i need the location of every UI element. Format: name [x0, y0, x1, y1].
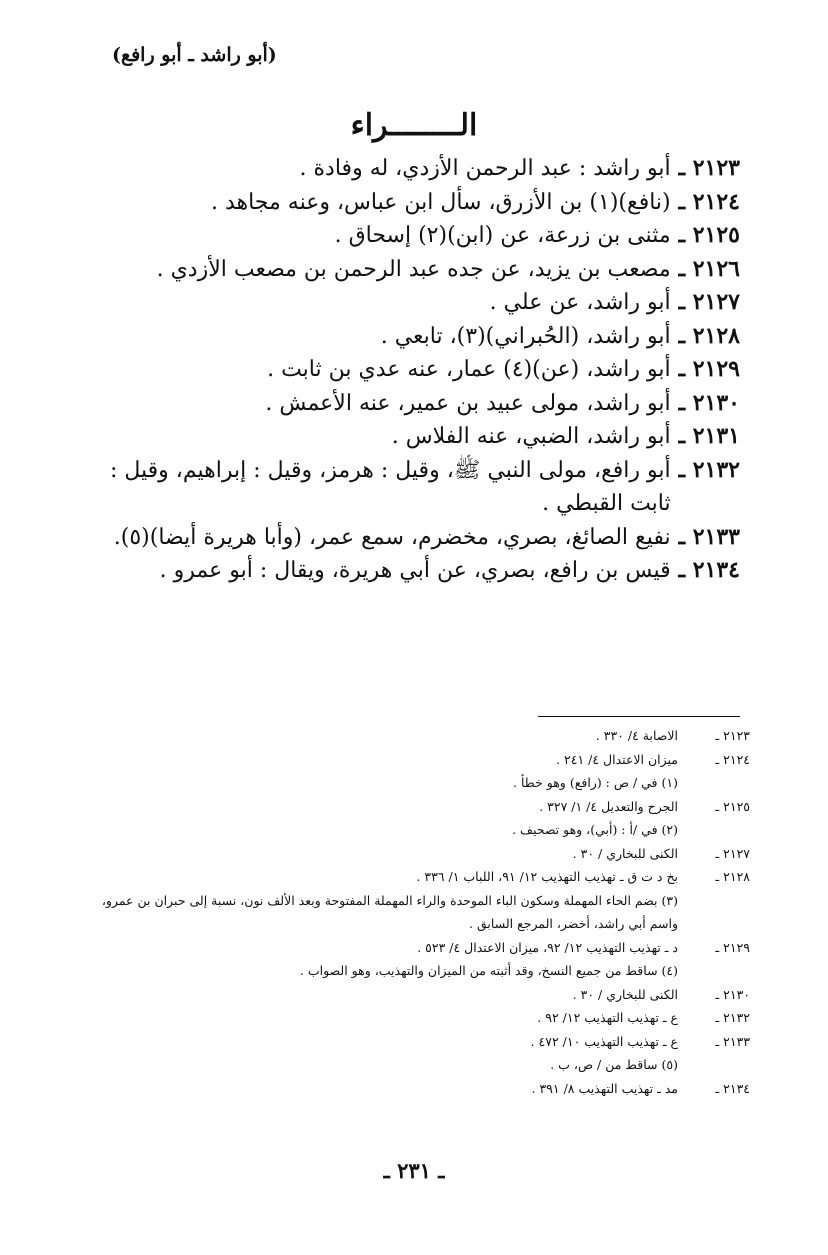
footnote-entry-number: ٢١٢٩ ـ — [715, 939, 750, 955]
footnote-item — [70, 724, 750, 748]
footnote-text: الكنى للبخاري / ٣٠ . — [572, 986, 678, 1002]
footnote-item — [70, 748, 750, 772]
footnote-text: د ـ تهذيب التهذيب ١٢/ ٩٢، ميزان الاعتدال ٤/ ٥٢٣ . — [417, 939, 678, 955]
footnote-item — [70, 842, 750, 866]
footnote-text: الجرح والتعديل ٤/ ١/ ٣٢٧ . — [539, 798, 678, 814]
entry-number: ٢١٢٥ ـ — [678, 222, 740, 248]
entry-number: ٢١٢٦ ـ — [678, 255, 740, 282]
entry-list — [100, 152, 740, 588]
footnote-text: مد ـ تهذيب التهذيب ٨/ ٣٩١ . — [531, 1080, 678, 1096]
entry-text: أبو راشد، (عن)(٤) عمار، عنه عدي بن ثابت . — [267, 357, 671, 382]
entry-number: ٢١٢٨ ـ — [678, 322, 740, 349]
footnote-item — [70, 889, 750, 936]
footnote-text: ع ـ تهذيب التهذيب ١٠/ ٤٧٢ . — [530, 1033, 678, 1049]
entry-item — [100, 186, 740, 220]
section-title: الــــــــراء — [350, 108, 478, 143]
footnote-text: الاصابة ٤/ ٣٣٠ . — [595, 728, 678, 743]
footnote-item — [70, 1077, 750, 1101]
entry-item — [100, 521, 740, 555]
entry-item — [100, 253, 740, 287]
footnote-item — [70, 818, 750, 842]
entry-text: أبو رافع، مولى النبي ﷺ، وقيل : هرمز، وقيل : إبراهيم، وقيل : ثابت القبطي . — [109, 457, 671, 516]
running-head: (أبو راشد ـ أبو رافع) — [112, 44, 277, 66]
footnote-entry-number: ٢١٣٠ ـ — [715, 986, 750, 1002]
entry-number: ٢١٢٧ ـ — [678, 289, 740, 315]
entry-item — [100, 387, 740, 421]
footnote-item — [70, 983, 750, 1007]
footnote-entry-number: ٢١٢٥ ـ — [715, 798, 750, 814]
footnote-list — [70, 724, 750, 1100]
footnote-item — [70, 771, 750, 795]
entry-number: ٢١٣٤ ـ — [678, 557, 740, 583]
entry-number: ٢١٣٣ ـ — [678, 523, 740, 550]
entry-item — [100, 353, 740, 387]
footnote-item — [70, 936, 750, 960]
page-number: ـ ٢٣١ ـ — [383, 1158, 445, 1183]
footnote-text: (٤) ساقط من جميع النسخ، وقد أثبته من الميزان والتهذيب، وهو الصواب . — [299, 963, 678, 978]
entry-text: قيس بن رافع، بصري، عن أبي هريرة، ويقال : أبو عمرو . — [159, 558, 671, 583]
entry-number: ٢١٣١ ـ — [678, 423, 740, 449]
footnote-entry-number: ٢١٢٣ ـ — [715, 728, 750, 743]
footnote-item — [70, 795, 750, 819]
footnote-item — [70, 1030, 750, 1054]
footnote-text: (١) في / ص : (رافع) وهو خطأ . — [513, 775, 678, 790]
footnote-text: (٢) في /أ : (أبي)، وهو تصحيف . — [512, 822, 678, 837]
entry-number: ٢١٢٣ ـ — [678, 155, 740, 181]
entry-text: مثنى بن زرعة، عن (ابن)(٢) إسحاق . — [334, 223, 671, 248]
footnote-text: (٣) بضم الحاء المهملة وسكون الباء الموحدة والراء المهملة المفتوحة وبعد الألف نون، نسبة إلى حبران بن عمرو، واسم أبي راشد، أخضر، المرجع السابق . — [101, 892, 678, 931]
entry-number: ٢١٣٢ ـ — [678, 456, 740, 483]
entry-text: أبو راشد : عبد الرحمن الأزدي، له وفادة . — [299, 156, 671, 181]
footnote-entry-number: ٢١٣٣ ـ — [715, 1033, 750, 1049]
entry-item — [100, 554, 740, 588]
footnote-divider — [538, 716, 740, 717]
entry-text: نفيع الصائغ، بصري، مخضرم، سمع عمر، (وأبا هريرة أيضا)(٥). — [113, 524, 671, 550]
footnote-entry-number: ٢١٣٤ ـ — [715, 1080, 750, 1096]
footnote-item — [70, 865, 750, 889]
footnote-item — [70, 1006, 750, 1030]
footnote-text: ميزان الاعتدال ٤/ ٢٤١ . — [556, 751, 678, 767]
entry-number: ٢١٢٩ ـ — [678, 356, 740, 382]
entry-text: (نافع)(١) بن الأزرق، سأل ابن عباس، وعنه مجاهد . — [210, 189, 671, 215]
entry-number: ٢١٢٤ ـ — [678, 188, 740, 215]
footnote-text: الكنى للبخاري / ٣٠ . — [572, 845, 678, 861]
footnote-item — [70, 1053, 750, 1077]
entry-item — [100, 420, 740, 454]
entry-number: ٢١٣٠ ـ — [678, 389, 740, 416]
entry-item — [100, 219, 740, 253]
footnote-text: ع ـ تهذيب التهذيب ١٢/ ٩٢ . — [537, 1010, 678, 1025]
entry-text: أبو راشد، مولى عبيد بن عمير، عنه الأعمش . — [265, 390, 671, 416]
footnote-entry-number: ٢١٢٧ ـ — [715, 845, 750, 861]
entry-text: مصعب بن يزيد، عن جده عبد الرحمن بن مصعب الأزدي . — [156, 256, 671, 282]
footnote-entry-number: ٢١٢٨ ـ — [715, 869, 750, 884]
footnote-text: بخ د ت ق ـ تهذيب التهذيب ١٢/ ٩١، اللباب ١/ ٣٣٦ . — [416, 869, 678, 884]
entry-item — [100, 320, 740, 354]
entry-item — [100, 286, 740, 320]
entry-text: أبو راشد، الضبي، عنه الفلاس . — [391, 424, 671, 449]
footnote-text: (٥) ساقط من / ص، ب . — [550, 1057, 678, 1072]
footnote-item — [70, 959, 750, 983]
entry-text: أبو راشد، عن علي . — [489, 290, 671, 315]
entry-text: أبو راشد، (الحُبراني)(٣)، تابعي . — [380, 323, 671, 349]
footnote-entry-number: ٢١٣٢ ـ — [715, 1010, 750, 1025]
entry-item — [100, 152, 740, 186]
entry-item — [100, 454, 740, 521]
footnote-entry-number: ٢١٢٤ ـ — [715, 751, 750, 767]
